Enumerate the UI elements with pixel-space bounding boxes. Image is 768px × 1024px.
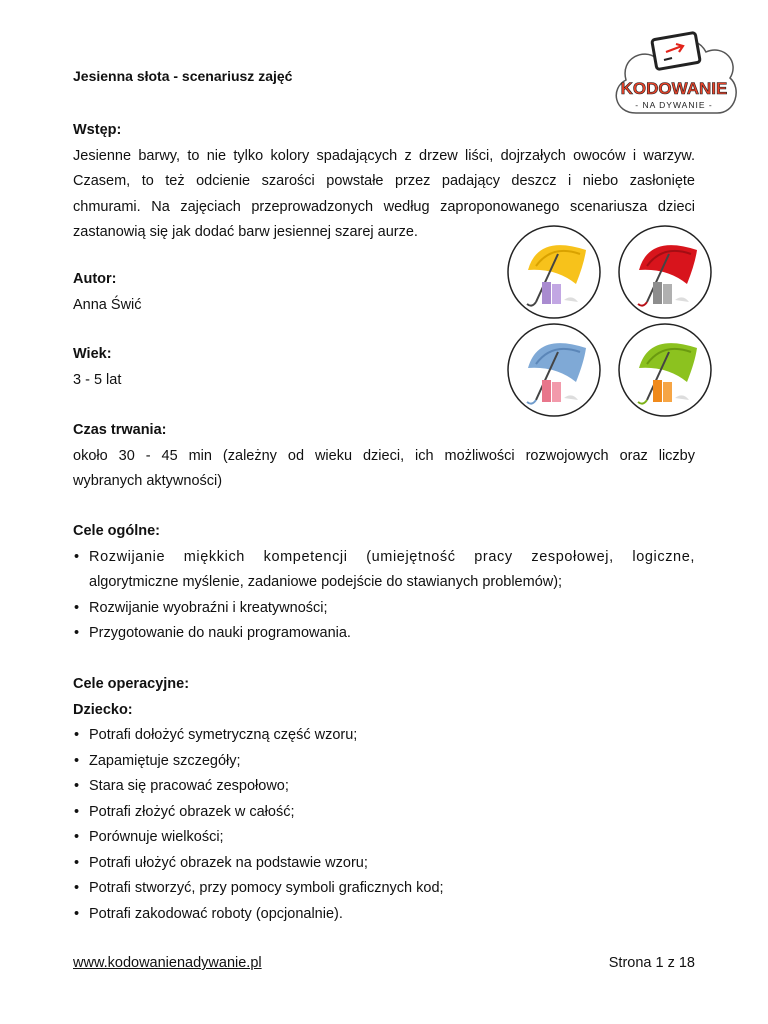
- umbrella-red-icon: [617, 224, 713, 320]
- author-value: Anna Świć: [73, 296, 142, 313]
- list-item: • Potrafi złożyć obrazek w całość;: [73, 800, 695, 826]
- list-item: • Potrafi zakodować roboty (opcjonalnie).: [73, 902, 695, 928]
- duration-section: [73, 418, 695, 495]
- author-heading: Autor:: [73, 271, 117, 287]
- intro-line-4: zastanowią się jak dodać barw jesiennej szarej aurze.: [73, 224, 418, 240]
- list-item: • Potrafi stworzyć, przy pomocy symboli graficznych kod;: [73, 876, 695, 902]
- umbrella-blue-icon: [506, 322, 602, 418]
- list-item: • Stara się pracować zespołowo;: [73, 774, 695, 800]
- general-goal-1-line-2: algorytmiczne myślenie, zadaniowe podejście do stawianych problemów);: [89, 574, 563, 590]
- operational-goals-subheading: Dziecko:: [73, 701, 133, 718]
- general-goals-heading: Cele ogólne:: [73, 523, 161, 539]
- duration-line-2: wybranych aktywności): [73, 473, 223, 489]
- intro-line-3: chmurami. Na zajęciach przeprowadzonych według zaproponowanego scenariusza dzieci: [73, 198, 695, 215]
- duration-heading: Czas trwania:: [73, 422, 167, 438]
- age-section: [73, 342, 473, 393]
- page-number: Strona 1 z 18: [608, 955, 695, 971]
- author-section: [73, 267, 473, 318]
- operational-goals-heading: Cele operacyjne:: [73, 676, 190, 692]
- list-item: • Rozwijanie wyobraźni i kreatywności;: [73, 596, 695, 622]
- age-heading: Wiek:: [73, 346, 112, 362]
- list-item: • Przygotowanie do nauki programowania.: [73, 621, 695, 647]
- list-item: • Potrafi ułożyć obrazek na podstawie wzoru;: [73, 851, 695, 877]
- list-item: • Zapamiętuje szczegóły;: [73, 749, 695, 775]
- general-goals-section: [73, 519, 695, 647]
- duration-line-1: około 30 - 45 min (zależny od wieku dzieci, ich możliwości rozwojowych oraz liczby: [73, 447, 695, 464]
- intro-line-1: Jesienne barwy, to nie tylko kolory spadających z drzew liści, dojrzałych owoców i warzyw.: [73, 147, 695, 164]
- list-item: • Potrafi dołożyć symetryczną część wzoru;: [73, 723, 695, 749]
- operational-goals-section: [73, 672, 695, 927]
- document-title: Jesienna słota - scenariusz zajęć: [73, 68, 293, 84]
- list-item: • Porównuje wielkości;: [73, 825, 695, 851]
- general-goals-list: [73, 545, 695, 647]
- umbrella-yellow-icon: [506, 224, 602, 320]
- intro-line-2: Czasem, to też odcienie szarości powstałe przez padający deszcz i niebo zasłonięte: [73, 173, 695, 189]
- intro-heading: Wstęp:: [73, 122, 122, 138]
- logo-text-sub: - NA DYWANIE -: [635, 100, 713, 110]
- general-goal-1-line-1: • Rozwijanie miękkich kompetencji (umiejętność pracy zespołowej, logiczne,: [89, 548, 695, 565]
- operational-goals-list: [73, 723, 695, 927]
- logo-text-main: KODOWANIE: [620, 79, 728, 98]
- umbrella-green-icon: [617, 322, 713, 418]
- footer-website-link[interactable]: www.kodowanienadywanie.pl: [73, 955, 262, 971]
- list-item: [73, 545, 695, 596]
- age-value: 3 - 5 lat: [73, 371, 122, 388]
